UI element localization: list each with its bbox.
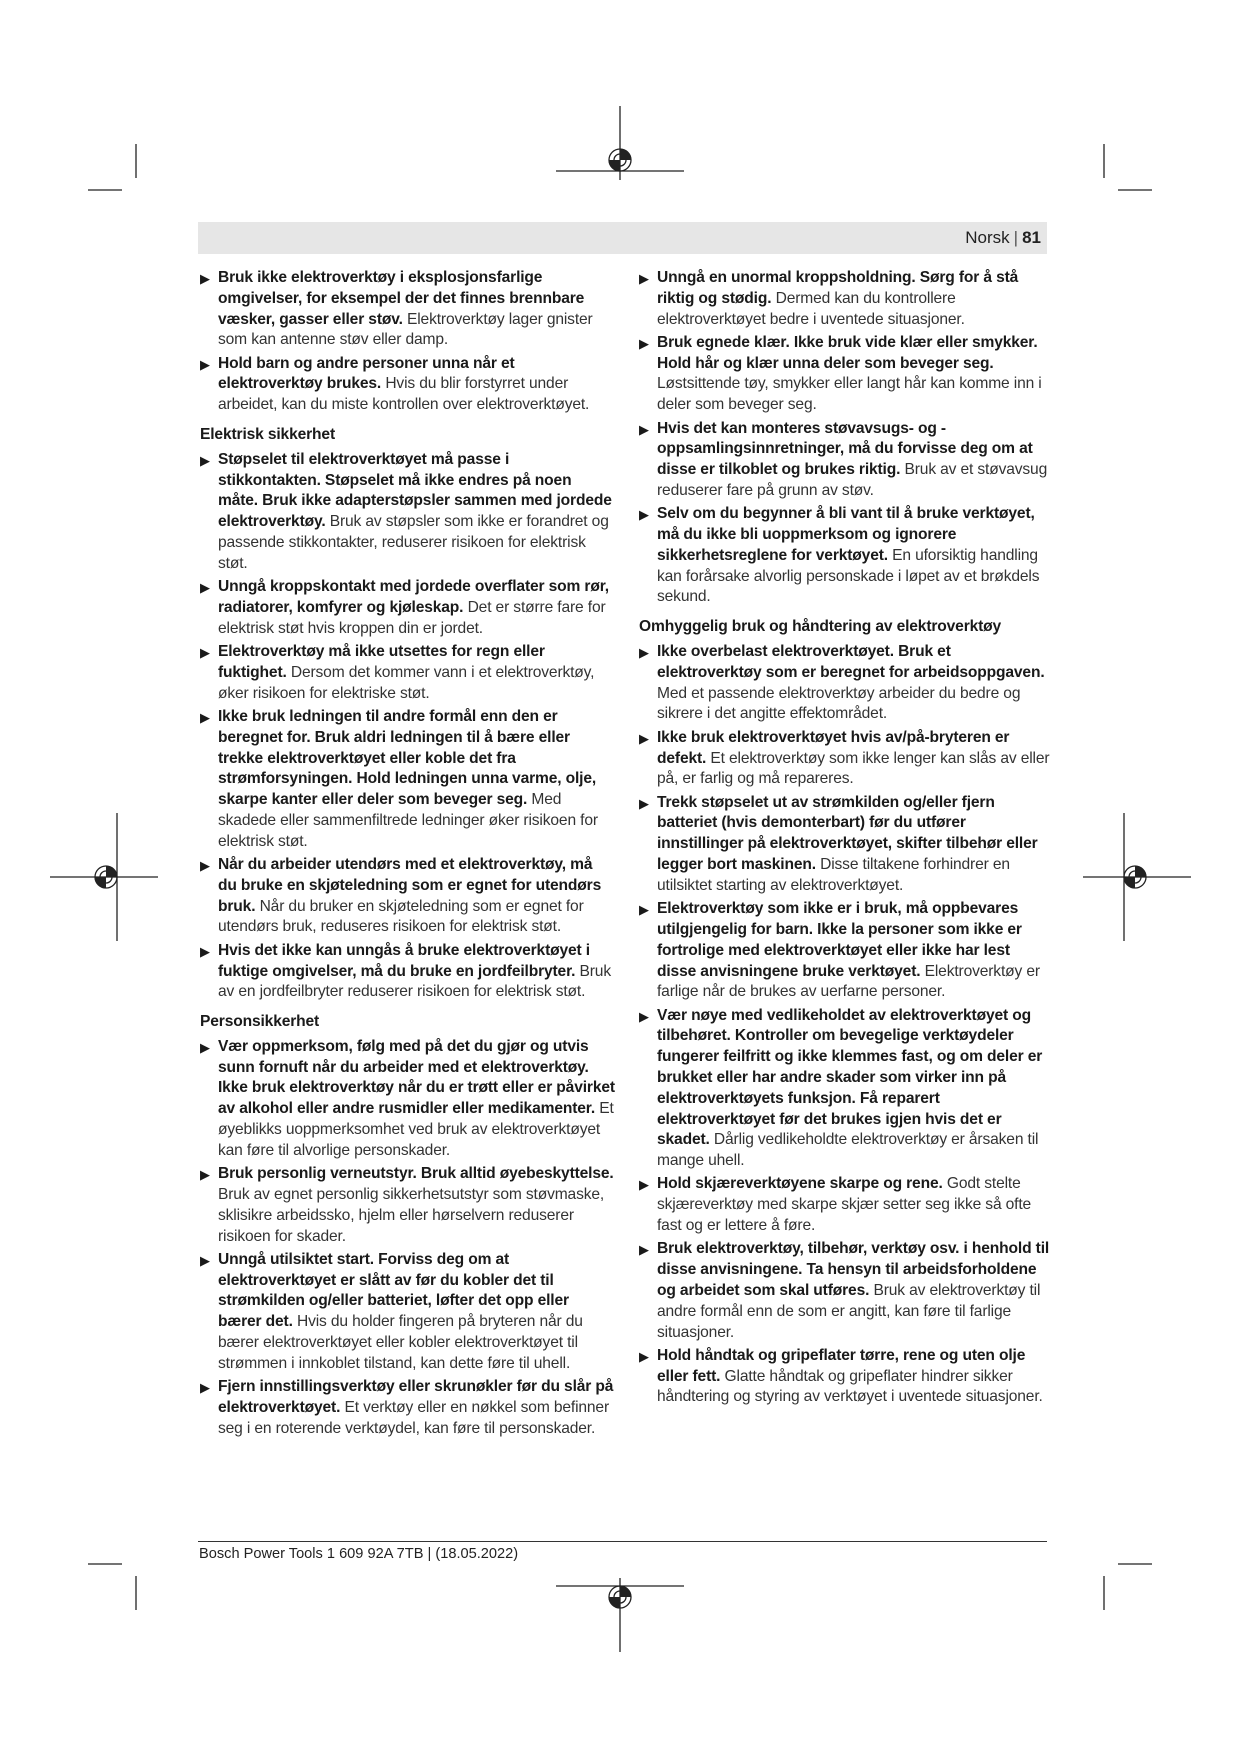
instruction-bold: Ikke bruk ledningen til andre formål enn den er beregnet for. Bruk aldri ledningen til å bære eller trekke elektroverktøyet eller koble det fra strømforsyningen. Hold ledningen unna varme, olje, skarpe kanter eller deler som beveger seg.	[218, 707, 597, 809]
bullet-item	[200, 1037, 615, 1162]
instruction-bold: Bruk ikke elektroverktøy i eksplosjonsfarlige omgivelser, for eksempel der det finnes brennbare væsker, gasser eller støv.	[218, 269, 585, 328]
bullet-item	[200, 1250, 615, 1375]
triangle-bullet-icon: ▶	[200, 452, 210, 468]
header-band	[198, 222, 1047, 254]
instruction-bold: Unngå kroppskontakt med jordede overflater som rør, radiatorer, komfyrer og kjøleskap.	[218, 578, 609, 616]
triangle-bullet-icon: ▶	[200, 709, 210, 725]
instruction-bold: Elektroverktøy som ikke er i bruk, må oppbevares utilgjengelig for barn. Ikke la personer som ikke er fortrolige med elektroverktøyet eller ikke har lest disse anvisningene bruke verktøyet.	[657, 900, 1022, 980]
instruction-explanation: Et elektroverktøy som ikke lenger kan slås av eller på, er farlig og må repareres.	[657, 749, 1050, 788]
instruction-explanation: Et verktøy eller en nøkkel som befinner seg i en roterende verktøydel, kan føre til personskader.	[218, 1398, 609, 1437]
instruction-explanation: En uforsiktig handling kan forårsake alvorlig personskade i løpet av et brøkdels sekund.	[657, 546, 1040, 606]
instruction-bold: Selv om du begynner å bli vant til å bruke verktøyet, må du ikke bli uoppmerksom og ignorere sikkerhetsreglene for verktøyet.	[657, 505, 1035, 564]
left-list-c	[200, 1037, 615, 1440]
instruction-bold: Når du arbeider utendørs med et elektroverktøy, må du bruke en skjøteledning som er egnet for utendørs bruk.	[218, 856, 602, 915]
instruction-explanation: Når du bruker en skjøteledning som er egnet for utendørs bruk, reduseres risikoen for elektrisk støt.	[218, 897, 584, 936]
instruction-explanation: Et øyeblikks uoppmerksomhet ved bruk av elektroverktøyet kan føre til alvorlige personskader.	[218, 1100, 614, 1159]
bullet-item	[200, 577, 615, 639]
triangle-bullet-icon: ▶	[200, 1380, 210, 1396]
page-footer: Bosch Power Tools 1 609 92A 7TB | (18.05.2022)	[199, 1546, 519, 1562]
triangle-bullet-icon: ▶	[639, 271, 649, 286]
bullet-item	[200, 1164, 615, 1247]
triangle-bullet-icon: ▶	[639, 421, 649, 437]
triangle-bullet-icon: ▶	[639, 1177, 649, 1193]
right-column	[639, 268, 1052, 1411]
instruction-explanation: Bruk av en jordfeilbryter reduserer risikoen for elektrisk støt.	[218, 962, 611, 1001]
instruction-explanation: Elektroverktøy er farlige når de brukes av uerfarne personer.	[657, 962, 1040, 1001]
triangle-bullet-icon: ▶	[639, 1242, 649, 1258]
left-list-b	[200, 450, 615, 1003]
bullet-item	[200, 707, 615, 853]
triangle-bullet-icon: ▶	[200, 858, 210, 874]
bullet-item	[200, 1377, 615, 1439]
triangle-bullet-icon: ▶	[200, 1252, 210, 1268]
instruction-bold: Hold barn og andre personer unna når et elektroverktøy brukes.	[218, 354, 515, 393]
bullet-item	[639, 793, 1052, 897]
instruction-bold: Hvis det ikke kan unngås å bruke elektroverktøyet i fuktige omgivelser, må du bruke en jordfeilbryter.	[218, 941, 590, 980]
instruction-bold: Elektroverktøy må ikke utsettes for regn eller fuktighet.	[218, 643, 545, 681]
footer-rule	[198, 1541, 1047, 1542]
bullet-item	[200, 450, 615, 575]
page-number: 81	[1022, 228, 1041, 247]
triangle-bullet-icon: ▶	[200, 271, 210, 286]
header-language: Norsk	[965, 228, 1010, 247]
instruction-bold: Bruk elektroverktøy, tilbehør, verktøy osv. i henhold til disse anvisningene. Ta hensyn til arbeidsforholdene og arbeidet som skal utføres.	[657, 1240, 1050, 1299]
page-header	[965, 228, 1041, 248]
triangle-bullet-icon: ▶	[639, 902, 649, 918]
instruction-explanation: Dermed kan du kontrollere elektroverktøyet bedre i uventede situasjoner.	[657, 289, 965, 328]
triangle-bullet-icon: ▶	[639, 1348, 649, 1364]
left-list-a	[200, 268, 615, 416]
instruction-explanation: Elektroverktøy lager gnister som kan antenne støv eller damp.	[218, 310, 593, 349]
instruction-bold: Støpselet til elektroverktøyet må passe i stikkontakten. Støpselet må ikke endres på noen måte. Bruk ikke adapterstøpsler sammen med jordede elektroverktøy.	[218, 450, 612, 531]
bullet-item	[200, 642, 615, 704]
instruction-explanation: Bruk av støpsler som ikke er forandret og passende stikkontakter, reduserer risikoen for elektrisk støt.	[218, 513, 609, 572]
instruction-bold: Ikke bruk elektroverktøyet hvis av/på-bryteren er defekt.	[657, 728, 1010, 767]
triangle-bullet-icon: ▶	[200, 580, 210, 596]
instruction-bold: Bruk egnede klær. Ikke bruk vide klær eller smykker. Hold hår og klær unna deler som beveger seg.	[657, 333, 1038, 372]
bullet-item	[200, 855, 615, 938]
instruction-bold: Bruk personlig verneutstyr. Bruk alltid øyebeskyttelse.	[218, 1165, 614, 1183]
bullet-item	[639, 268, 1052, 330]
bullet-item	[639, 504, 1052, 608]
instruction-bold: Trekk støpselet ut av strømkilden og/eller fjern batteriet (hvis demonterbart) før du utfører innstillinger på elektroverktøyet, skifter tilbehør eller legger bort maskinen.	[657, 793, 1038, 874]
triangle-bullet-icon: ▶	[200, 1167, 210, 1183]
instruction-bold: Hold skjæreverktøyene skarpe og rene.	[657, 1175, 943, 1193]
instruction-explanation: Med et passende elektroverktøy arbeider du bedre og sikrere i det angitte effektområdet.	[657, 684, 1021, 723]
bullet-item	[639, 1174, 1052, 1236]
instruction-explanation: Glatte håndtak og gripeflater hindrer sikker håndtering og styring av verktøyet i uventede situasjoner.	[657, 1367, 1043, 1406]
instruction-explanation: Bruk av elektroverktøy til andre formål enn de som er angitt, kan føre til farlige situasjoner.	[657, 1281, 1041, 1341]
instruction-bold: Hvis det kan monteres støvavsugs- og -oppsamlingsinnretninger, må du forvisse deg om at disse er tilkoblet og brukes riktig.	[657, 419, 1033, 479]
instruction-explanation: Dårlig vedlikeholdte elektroverktøy er årsaken til mange uhell.	[657, 1131, 1039, 1170]
triangle-bullet-icon: ▶	[639, 730, 649, 746]
bullet-item	[639, 1239, 1052, 1343]
bullet-item	[200, 354, 615, 416]
triangle-bullet-icon: ▶	[200, 645, 210, 661]
instruction-explanation: Bruk av et støvavsug reduserer fare på grunn av støv.	[657, 461, 1048, 499]
instruction-explanation: Løstsittende tøy, smykker eller langt hår kan komme inn i deler som beveger seg.	[657, 375, 1042, 414]
bullet-item	[639, 899, 1052, 1003]
right-list-a	[639, 268, 1052, 608]
instruction-explanation: Dersom det kommer vann i et elektroverktøy, øker risikoen for elektriske støt.	[218, 663, 595, 702]
instruction-explanation: Med skadede eller sammenfiltrede ledninger øker risikoen for elektrisk støt.	[218, 791, 598, 850]
instruction-bold: Unngå en unormal kroppsholdning. Sørg for å stå riktig og stødig.	[657, 269, 1019, 307]
header-separator: |	[1013, 228, 1019, 247]
section-heading-personal: Personsikkerhet	[200, 1013, 320, 1031]
triangle-bullet-icon: ▶	[639, 507, 649, 523]
instruction-bold: Hold håndtak og gripeflater tørre, rene og uten olje eller fett.	[657, 1346, 1026, 1385]
section-heading-handling: Omhyggelig bruk og håndtering av elektroverktøy	[639, 618, 1002, 636]
bullet-item	[639, 333, 1052, 416]
bullet-item	[639, 728, 1052, 790]
instruction-bold: Fjern innstillingsverktøy eller skrunøkler før du slår på elektroverktøyet.	[218, 1378, 614, 1416]
bullet-item	[200, 268, 615, 351]
bullet-item	[200, 941, 615, 1003]
triangle-bullet-icon: ▶	[639, 645, 649, 661]
bullet-item	[639, 419, 1052, 502]
triangle-bullet-icon: ▶	[639, 1008, 649, 1024]
section-heading-electrical: Elektrisk sikkerhet	[200, 426, 335, 444]
instruction-bold: Vær nøye med vedlikeholdet av elektroverktøyet og tilbehøret. Kontroller om bevegelige verktøydeler fungerer feilfritt og ikke klemmes fast, og om deler er brukket eller har andre skader som virker inn på elektroverktøyets funksjon. Få reparert elektroverktøyet før det brukes igjen hvis det er skadet.	[657, 1006, 1043, 1149]
bullet-item	[639, 1346, 1052, 1408]
bullet-item	[639, 642, 1052, 725]
triangle-bullet-icon: ▶	[200, 1039, 210, 1055]
instruction-explanation: Det er større fare for elektrisk støt hvis kroppen din er jordet.	[218, 598, 606, 637]
instruction-explanation: Hvis du holder fingeren på bryteren når du bærer elektroverktøyet eller kobler elektroverktøyet til strømmen i innkoblet tilstand, kan dette føre til uhell.	[218, 1313, 583, 1372]
bullet-item	[639, 1006, 1052, 1172]
instruction-bold: Unngå utilsiktet start. Forviss deg om at elektroverktøyet er slått av før du kobler det til strømkilden og/eller batteriet, løfter det opp eller bærer det.	[218, 1250, 569, 1331]
triangle-bullet-icon: ▶	[200, 356, 210, 372]
triangle-bullet-icon: ▶	[200, 943, 210, 959]
instruction-explanation: Godt stelte skjæreverktøy med skarpe skjær setter seg ikke så ofte fast og er lettere å føre.	[657, 1175, 1032, 1235]
right-list-b	[639, 642, 1052, 1408]
triangle-bullet-icon: ▶	[639, 795, 649, 811]
instruction-bold: Ikke overbelast elektroverktøyet. Bruk et elektroverktøy som er beregnet for arbeidsoppgaven.	[657, 643, 1045, 681]
left-column	[200, 268, 615, 1442]
instruction-bold: Vær oppmerksom, følg med på det du gjør og utvis sunn fornuft når du arbeider med et elektroverktøy. Ikke bruk elektroverktøy når du er trøtt eller er påvirket av alkohol eller andre rusmidler eller medikamenter.	[218, 1037, 615, 1118]
triangle-bullet-icon: ▶	[639, 335, 649, 351]
instruction-explanation: Bruk av egnet personlig sikkerhetsutstyr som støvmaske, sklisikre arbeidssko, hjelm eller hørselvern reduserer risikoen for skader.	[218, 1185, 605, 1245]
instruction-explanation: Disse tiltakene forhindrer en utilsiktet starting av elektroverktøyet.	[657, 856, 1010, 894]
instruction-explanation: Hvis du blir forstyrret under arbeidet, kan du miste kontrollen over elektroverktøyet.	[218, 375, 590, 414]
